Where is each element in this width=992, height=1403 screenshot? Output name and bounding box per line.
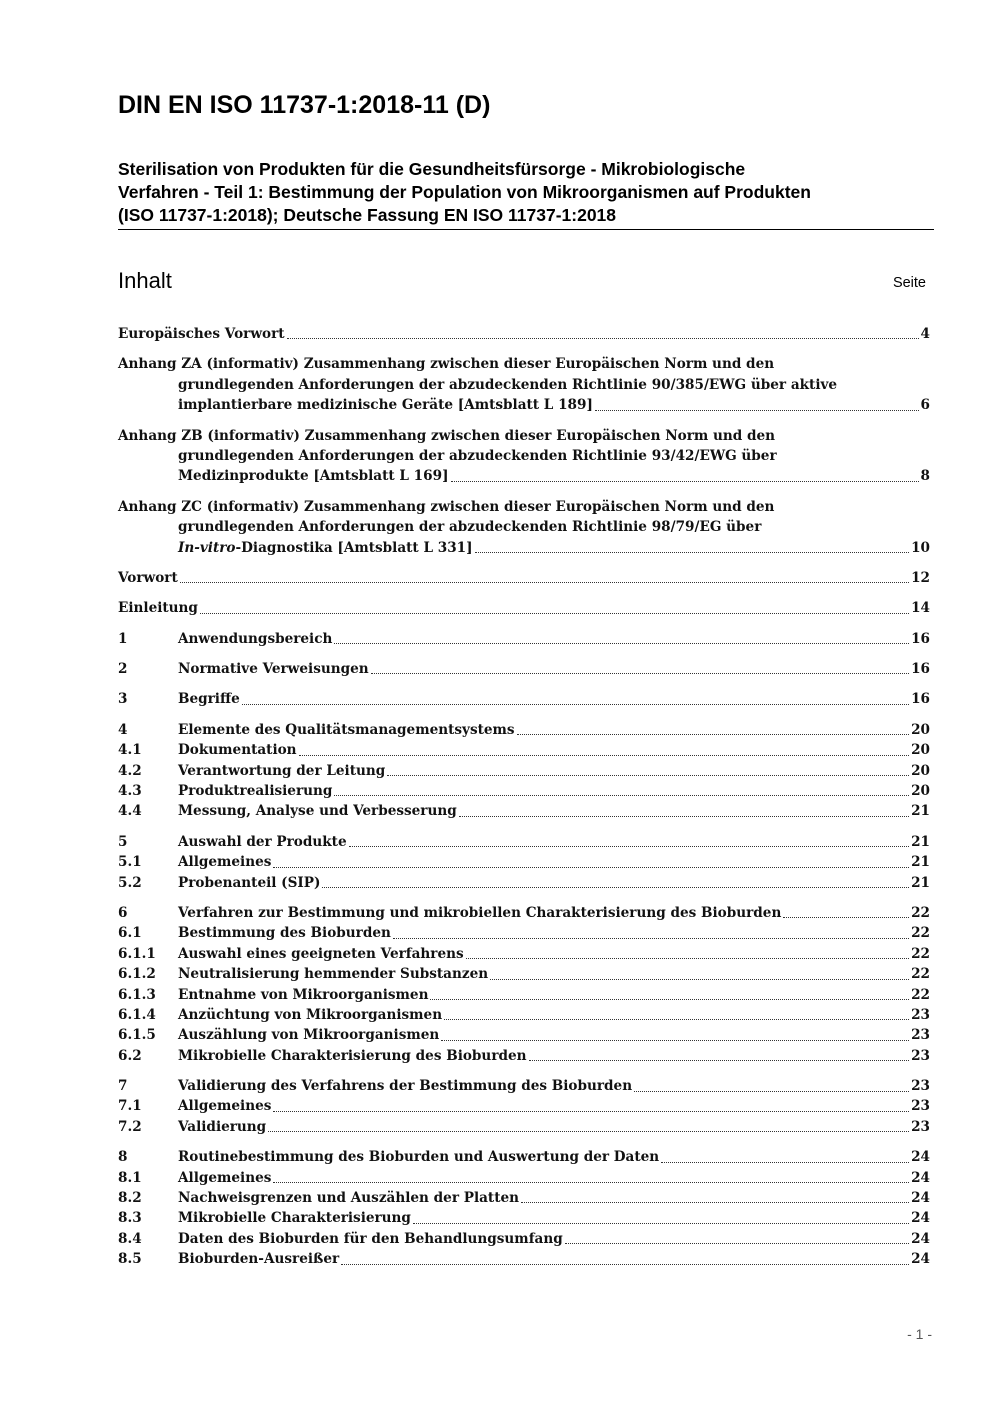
toc-entry[interactable] bbox=[118, 324, 930, 344]
toc-entry-page: 23 bbox=[911, 1006, 930, 1023]
toc-entry-label: Allgemeines bbox=[178, 1169, 272, 1186]
title-divider bbox=[118, 229, 934, 230]
dot-leader bbox=[273, 1181, 909, 1183]
toc-entry[interactable] bbox=[118, 659, 930, 679]
toc-entry-page: 22 bbox=[911, 966, 930, 983]
dot-leader bbox=[466, 957, 909, 959]
toc-entry-number: 6 bbox=[118, 904, 128, 921]
toc-entry-label: Anzüchtung von Mikroorganismen bbox=[178, 1006, 443, 1023]
toc-entry-page: 21 bbox=[911, 803, 930, 820]
toc-entry[interactable] bbox=[118, 873, 930, 893]
toc-entry-page: 14 bbox=[911, 600, 930, 617]
toc-heading: Inhalt bbox=[118, 268, 172, 293]
toc-entry-number: 4 bbox=[118, 721, 128, 738]
toc-entry[interactable] bbox=[118, 985, 930, 1005]
toc-entry-number: 8.2 bbox=[118, 1190, 142, 1207]
toc-entry[interactable] bbox=[118, 598, 930, 618]
toc-entry-page: 21 bbox=[911, 854, 930, 871]
dot-leader bbox=[441, 1039, 909, 1041]
toc-entry-label: Neutralisierung hemmender Substanzen bbox=[178, 966, 489, 983]
dot-leader bbox=[287, 337, 919, 339]
dot-leader bbox=[783, 916, 909, 918]
toc-entry-number: 8.4 bbox=[118, 1230, 142, 1247]
toc-entry[interactable] bbox=[118, 944, 930, 964]
toc-entry-number: 7.1 bbox=[118, 1098, 142, 1115]
toc-entry-page: 20 bbox=[911, 742, 930, 759]
toc-entry-number: 5.1 bbox=[118, 854, 142, 871]
toc-entry[interactable] bbox=[118, 903, 930, 923]
dot-leader bbox=[341, 1263, 909, 1265]
toc-entry-label: Einleitung bbox=[118, 600, 198, 617]
subtitle-line: Sterilisation von Produkten für die Gesundheitsfürsorge - Mikrobiologische bbox=[118, 159, 746, 179]
toc-entry-number: 4.1 bbox=[118, 742, 142, 759]
toc-entry-page: 24 bbox=[911, 1190, 930, 1207]
toc-entry-label: Verfahren zur Bestimmung und mikrobiellen Charakterisierung des Bioburden bbox=[178, 904, 782, 921]
dot-leader bbox=[451, 480, 919, 482]
toc-entry[interactable] bbox=[118, 761, 930, 781]
toc-entry-label: Anhang ZB (informativ) Zusammenhang zwischen dieser Europäischen Norm und den bbox=[118, 427, 776, 444]
dot-leader bbox=[371, 672, 909, 674]
toc-entry-number: 7 bbox=[118, 1078, 128, 1095]
toc-entry-page: 16 bbox=[911, 661, 930, 678]
toc-entry[interactable] bbox=[118, 720, 930, 740]
toc-entry-page: 21 bbox=[911, 833, 930, 850]
toc-entry-label: Normative Verweisungen bbox=[178, 661, 369, 678]
toc-entry-label: Probenanteil (SIP) bbox=[178, 874, 321, 891]
toc-entry-number: 8.1 bbox=[118, 1169, 142, 1186]
toc-entry-label: Medizinprodukte [Amtsblatt L 169] bbox=[178, 468, 449, 485]
toc-entry-page: 24 bbox=[911, 1210, 930, 1227]
dot-leader bbox=[490, 978, 909, 980]
dot-leader bbox=[529, 1059, 910, 1061]
toc-entry-page: 20 bbox=[911, 721, 930, 738]
toc-entry[interactable] bbox=[118, 689, 930, 709]
toc-entry-page: 21 bbox=[911, 874, 930, 891]
toc-entry-label: Validierung bbox=[178, 1118, 267, 1135]
dot-leader bbox=[334, 642, 909, 644]
page-number: - 1 - bbox=[907, 1326, 932, 1342]
toc-entry-number: 6.1.2 bbox=[118, 966, 156, 983]
toc-entry-number: 4.3 bbox=[118, 783, 142, 800]
toc-entry-label: grundlegenden Anforderungen der abzudeckenden Richtlinie 90/385/EWG über aktive bbox=[178, 376, 838, 393]
toc-sections bbox=[118, 629, 930, 1270]
dot-leader bbox=[334, 794, 909, 796]
toc-entry-label: Elemente des Qualitätsmanagementsystems bbox=[178, 721, 515, 738]
subtitle-line: Verfahren - Teil 1: Bestimmung der Population von Mikroorganismen auf Produkten bbox=[118, 182, 811, 202]
toc-entry-number: 2 bbox=[118, 661, 128, 678]
toc-entry-label: grundlegenden Anforderungen der abzudeckenden Richtlinie 98/79/EG über bbox=[178, 519, 762, 536]
dot-leader bbox=[349, 845, 909, 847]
dot-leader bbox=[413, 1222, 909, 1224]
toc-entry-label: Bestimmung des Bioburden bbox=[178, 925, 391, 942]
toc-entry[interactable] bbox=[118, 1249, 930, 1269]
dot-leader bbox=[242, 703, 909, 705]
toc-entry-label: Auswahl eines geeigneten Verfahrens bbox=[178, 945, 464, 962]
toc-entry-label: Verantwortung der Leitung bbox=[178, 762, 386, 779]
toc-entry-label: Validierung des Verfahrens der Bestimmung des Bioburden bbox=[178, 1078, 633, 1095]
toc-entry[interactable] bbox=[118, 1005, 930, 1025]
toc-entry-page: 23 bbox=[911, 1047, 930, 1064]
toc-entry-page: 23 bbox=[911, 1027, 930, 1044]
toc-entry-page: 24 bbox=[911, 1169, 930, 1186]
toc-entry-page: 22 bbox=[911, 904, 930, 921]
subtitle-line: (ISO 11737-1:2018); Deutsche Fassung EN ISO 11737-1:2018 bbox=[118, 205, 617, 225]
toc-entry-label: implantierbare medizinische Geräte [Amtsblatt L 189] bbox=[178, 397, 593, 414]
toc-entry-label: Auszählung von Mikroorganismen bbox=[178, 1027, 440, 1044]
toc-entry[interactable] bbox=[118, 1168, 930, 1188]
dot-leader bbox=[430, 998, 909, 1000]
toc-entry-label: Daten des Bioburden für den Behandlungsumfang bbox=[178, 1230, 563, 1247]
toc-entry-number: 6.2 bbox=[118, 1047, 142, 1064]
toc-entry-page: 22 bbox=[911, 945, 930, 962]
toc-entry-label: Vorwort bbox=[118, 569, 178, 586]
toc-annex-entry[interactable] bbox=[118, 497, 930, 558]
toc-entry-number: 8.5 bbox=[118, 1251, 142, 1268]
document-title: DIN EN ISO 11737-1:2018-11 (D) bbox=[118, 91, 491, 119]
toc-entry-label: Messung, Analyse und Verbesserung bbox=[178, 803, 457, 820]
toc-entry[interactable] bbox=[118, 852, 930, 872]
dot-leader bbox=[393, 937, 909, 939]
toc-entry-label: Routinebestimmung des Bioburden und Auswertung der Daten bbox=[178, 1149, 660, 1166]
toc-entry-page: 8 bbox=[920, 468, 930, 485]
dot-leader bbox=[444, 1018, 909, 1020]
toc-entry[interactable] bbox=[118, 964, 930, 984]
toc-entry[interactable] bbox=[118, 1117, 930, 1137]
toc-entry[interactable] bbox=[118, 801, 930, 821]
toc-entry[interactable] bbox=[118, 1097, 930, 1117]
toc-entry-number: 8 bbox=[118, 1149, 128, 1166]
toc-entry-label: grundlegenden Anforderungen der abzudeckenden Richtlinie 93/42/EWG über bbox=[178, 447, 777, 464]
toc-entry-page: 24 bbox=[911, 1230, 930, 1247]
toc-entry-page: 10 bbox=[911, 539, 930, 556]
dot-leader bbox=[595, 409, 919, 411]
toc-entry-page: 24 bbox=[911, 1149, 930, 1166]
toc-entry[interactable] bbox=[118, 923, 930, 943]
toc-entry[interactable] bbox=[118, 740, 930, 760]
toc-entry[interactable] bbox=[118, 832, 930, 852]
toc-entry-number: 5 bbox=[118, 833, 128, 850]
toc-entry-label: Anhang ZC (informativ) Zusammenhang zwischen dieser Europäischen Norm und den bbox=[118, 498, 775, 515]
toc-entry[interactable] bbox=[118, 1046, 930, 1066]
toc-entry-page: 22 bbox=[911, 925, 930, 942]
dot-leader bbox=[634, 1090, 909, 1092]
dot-leader bbox=[200, 612, 909, 614]
toc-entry-page: 23 bbox=[911, 1098, 930, 1115]
toc-entry-page: 20 bbox=[911, 783, 930, 800]
dot-leader bbox=[661, 1161, 909, 1163]
toc-entry-number: 1 bbox=[118, 630, 128, 647]
dot-leader bbox=[521, 1201, 909, 1203]
toc-entry-page: 4 bbox=[920, 325, 930, 342]
toc-annex-entry[interactable] bbox=[118, 354, 930, 415]
toc-entry-number: 6.1.3 bbox=[118, 986, 156, 1003]
toc-entry-page: 12 bbox=[911, 569, 930, 586]
document-subtitle bbox=[118, 158, 933, 227]
toc-entry-label: Mikrobielle Charakterisierung bbox=[178, 1210, 411, 1227]
dot-leader bbox=[268, 1130, 909, 1132]
dot-leader bbox=[180, 581, 909, 583]
toc-entry-page: 23 bbox=[911, 1118, 930, 1135]
toc-entry[interactable] bbox=[118, 1147, 930, 1167]
dot-leader bbox=[322, 886, 909, 888]
toc-entry-number: 7.2 bbox=[118, 1118, 142, 1135]
toc-entry[interactable] bbox=[118, 1229, 930, 1249]
toc-entry[interactable] bbox=[118, 568, 930, 588]
toc-entry-label: Allgemeines bbox=[178, 854, 272, 871]
toc-entry[interactable] bbox=[118, 1076, 930, 1096]
toc-page-column-label: Seite bbox=[892, 275, 926, 291]
toc-entry-label: Mikrobielle Charakterisierung des Bioburden bbox=[178, 1047, 527, 1064]
toc-entry[interactable] bbox=[118, 1188, 930, 1208]
toc-entry-page: 6 bbox=[920, 397, 930, 414]
toc-entry-page: 22 bbox=[911, 986, 930, 1003]
dot-leader bbox=[273, 1110, 909, 1112]
table-of-contents bbox=[118, 324, 930, 1270]
toc-entry-label: Europäisches Vorwort bbox=[118, 325, 285, 342]
dot-leader bbox=[273, 866, 909, 868]
toc-entry-number: 3 bbox=[118, 691, 128, 708]
toc-entry-number: 6.1.1 bbox=[118, 945, 156, 962]
toc-entry-page: 16 bbox=[911, 691, 930, 708]
toc-entry-label: Auswahl der Produkte bbox=[178, 833, 347, 850]
toc-entry-label: Entnahme von Mikroorganismen bbox=[178, 986, 429, 1003]
toc-entry-label: Bioburden-Ausreißer bbox=[178, 1251, 340, 1268]
dot-leader bbox=[517, 733, 910, 735]
toc-entry-number: 6.1.4 bbox=[118, 1006, 156, 1023]
toc-entry-page: 24 bbox=[911, 1251, 930, 1268]
toc-entry-label-rest: -Diagnostika [Amtsblatt L 331] bbox=[235, 539, 473, 556]
toc-annex-entry[interactable] bbox=[118, 426, 930, 487]
dot-leader bbox=[459, 815, 909, 817]
dot-leader bbox=[299, 754, 910, 756]
toc-entry[interactable] bbox=[118, 781, 930, 801]
toc-entry-number: 6.1 bbox=[118, 925, 142, 942]
toc-entry-label: Produktrealisierung bbox=[178, 783, 333, 800]
toc-entry-number: 4.2 bbox=[118, 762, 142, 779]
toc-entry-number: 8.3 bbox=[118, 1210, 142, 1227]
toc-entry-label: Allgemeines bbox=[178, 1098, 272, 1115]
toc-entry-label: Nachweisgrenzen und Auszählen der Platten bbox=[178, 1190, 520, 1207]
toc-entry[interactable] bbox=[118, 1025, 930, 1045]
toc-entry-number: 6.1.5 bbox=[118, 1027, 156, 1044]
dot-leader bbox=[387, 774, 909, 776]
toc-entry-number: 5.2 bbox=[118, 874, 142, 891]
dot-leader bbox=[565, 1242, 909, 1244]
toc-entry-label bbox=[178, 538, 473, 558]
dot-leader bbox=[475, 551, 910, 553]
toc-entry-page: 16 bbox=[911, 630, 930, 647]
toc-entry-label: Dokumentation bbox=[178, 742, 297, 759]
toc-entry-label: Anwendungsbereich bbox=[178, 630, 333, 647]
toc-entry-label: Anhang ZA (informativ) Zusammenhang zwischen dieser Europäischen Norm und den bbox=[118, 356, 775, 373]
toc-entry-label: Begriffe bbox=[178, 691, 240, 708]
toc-entry-number: 4.4 bbox=[118, 803, 142, 820]
toc-entry[interactable] bbox=[118, 629, 930, 649]
toc-entry[interactable] bbox=[118, 1208, 930, 1228]
toc-entry-label-italic: In-vitro bbox=[178, 539, 236, 556]
toc-entry-page: 23 bbox=[911, 1078, 930, 1095]
toc-entry-page: 20 bbox=[911, 762, 930, 779]
